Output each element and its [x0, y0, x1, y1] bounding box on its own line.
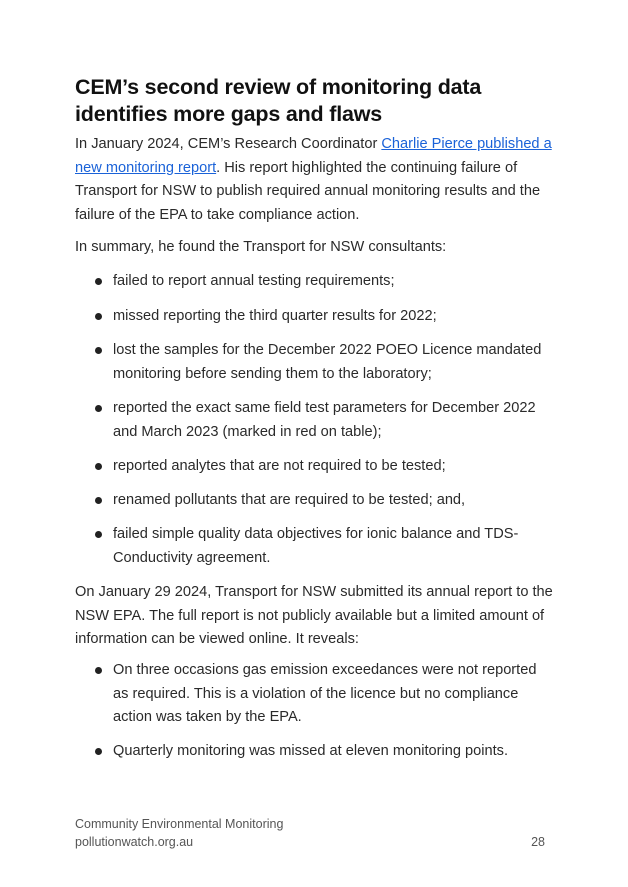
bullet-icon	[95, 278, 102, 285]
page-footer	[75, 815, 545, 851]
bullet-icon	[95, 497, 102, 504]
list-item: renamed pollutants that are required to be tested; and,	[75, 489, 555, 513]
list-item: reported analytes that are not required to be tested;	[75, 455, 555, 479]
bullet-icon	[95, 313, 102, 320]
bullet-icon	[95, 347, 102, 354]
list-item: failed simple quality data objectives for ionic balance and TDS-Conductivity agreement.	[75, 523, 555, 570]
section-heading: CEM’s second review of monitoring data identifies more gaps and flaws	[75, 75, 482, 126]
intro-text-after-link: . His report highlighted the continuing failure of Transport for NSW to publish required annual monitoring results and the failure of the EPA to take compliance action.	[75, 159, 541, 223]
list-item: On three occasions gas emission exceedances were not reported as required. This is a violation of the licence but no compliance action was taken by the EPA.	[75, 659, 555, 730]
annual-report-paragraph: On January 29 2024, Transport for NSW submitted its annual report to the NSW EPA. The full report is not publicly available but a limited amount of information can be viewed online. It reveals:	[75, 584, 553, 647]
bullet-icon	[95, 463, 102, 470]
monitoring-report-link[interactable]: Charlie Pierce published a new monitoring report	[75, 136, 552, 176]
bullet-icon	[95, 531, 102, 538]
intro-text-before-link: In January 2024, CEM’s Research Coordinator	[75, 136, 382, 152]
footer-org: Community Environmental Monitoring	[75, 817, 284, 831]
bullet-icon	[95, 667, 102, 674]
list-item: Quarterly monitoring was missed at eleven monitoring points.	[75, 740, 555, 764]
summary-intro: In summary, he found the Transport for NSW consultants:	[75, 239, 447, 255]
bullet-icon	[95, 405, 102, 412]
list-item: lost the samples for the December 2022 POEO Licence mandated monitoring before sending them to the laboratory;	[75, 339, 555, 386]
list-item: reported the exact same field test parameters for December 2022 and March 2023 (marked in red on table);	[75, 397, 555, 444]
list-item: missed reporting the third quarter results for 2022;	[75, 305, 555, 329]
list-item: failed to report annual testing requirements;	[75, 270, 555, 294]
bullet-icon	[95, 748, 102, 755]
footer-site: pollutionwatch.org.au	[75, 835, 194, 849]
page-number: 28	[531, 835, 545, 849]
intro-paragraph	[75, 133, 555, 227]
